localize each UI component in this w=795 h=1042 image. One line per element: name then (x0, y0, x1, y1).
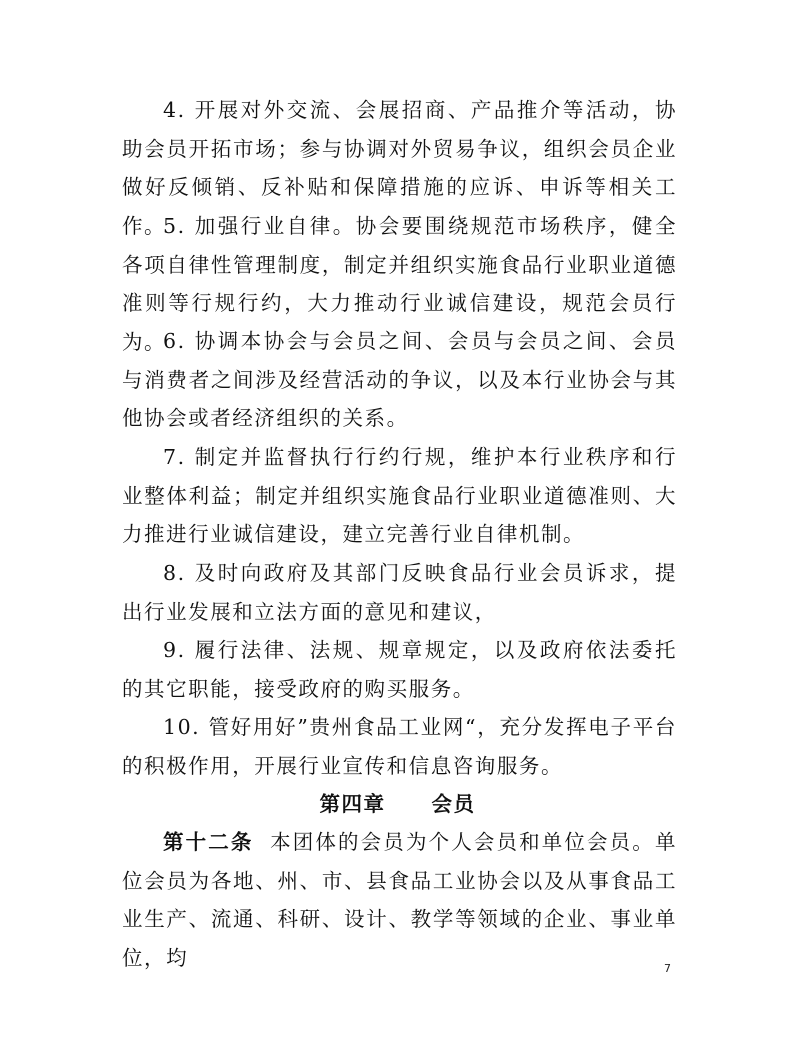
article-12-paragraph (122, 823, 677, 977)
chapter-number: 第四章 (319, 792, 386, 816)
page-number: 7 (664, 962, 671, 975)
paragraph-item-6: 6. 协调本协会与会员之间、会员与会员之间、会员与消费者之间涉及经营活动的争议，以及本行业协会与其他协会或者经济组织的关系。 (122, 329, 677, 430)
article-12-text: 本团体的会员为个人会员和单位会员。单位会员为各地、州、市、县食品工业协会以及从事食品工业生产、流通、科研、设计、教学等领域的企业、事业单位，均 (122, 830, 677, 970)
article-12-label: 第十二条 (163, 830, 254, 854)
chapter-heading (0, 785, 795, 824)
paragraph-item-5: 5. 加强行业自律。协会要围绕规范市场秩序，健全各项自律性管理制度，制定并组织实施食品行业职业道德准则等行规行约，大力推动行业诚信建设，规范会员行为。 (122, 214, 677, 354)
paragraph-item-4: 4. 开展对外交流、会展招商、产品推介等活动，协助会员开拓市场；参与协调对外贸易争议，组织会员企业做好反倾销、反补贴和保障措施的应诉、申诉等相关工作。 (122, 98, 677, 238)
paragraph-item-8: 8. 及时向政府及其部门反映食品行业会员诉求，提出行业发展和立法方面的意见和建议， (122, 561, 677, 624)
paragraph-item-10: 10. 管好用好”贵州食品工业网“，充分发挥电子平台的积极作用，开展行业宣传和信息咨询服务。 (122, 715, 677, 778)
paragraph-item-9: 9. 履行法律、法规、规章规定，以及政府依法委托的其它职能，接受政府的购买服务。 (122, 638, 677, 701)
chapter-title: 会员 (431, 792, 476, 816)
paragraph-item-7: 7. 制定并监督执行行约行规，维护本行业秩序和行业整体利益；制定并组织实施食品行业职业道德准则、大力推进行业诚信建设，建立完善行业自律机制。 (122, 445, 677, 546)
